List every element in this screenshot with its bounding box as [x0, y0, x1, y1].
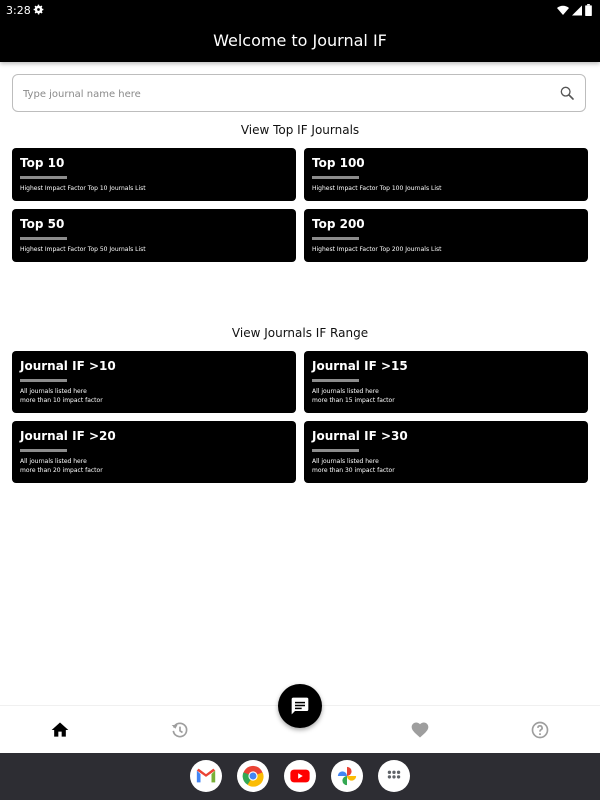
card-top-200[interactable] [304, 209, 588, 262]
card-description-line1: All journals listed here [20, 388, 87, 395]
card-description-line2: more than 10 impact factor [20, 397, 103, 404]
signal-icon [572, 5, 582, 16]
card-journal-if-20[interactable] [12, 421, 296, 483]
card-divider [20, 379, 67, 382]
card-top-100[interactable] [304, 148, 588, 201]
card-divider [20, 176, 67, 179]
battery-icon [585, 4, 592, 16]
card-divider [20, 449, 67, 452]
settings-gear-icon [32, 3, 45, 19]
card-title: Journal IF >30 [312, 429, 408, 443]
app-drawer-icon[interactable] [378, 760, 410, 792]
status-bar [0, 0, 600, 22]
card-title: Top 10 [20, 156, 65, 170]
card-description [312, 457, 580, 475]
card-title: Top 200 [312, 217, 365, 231]
card-title: Journal IF >15 [312, 359, 408, 373]
search-icon[interactable] [559, 85, 575, 105]
card-journal-if-30[interactable] [304, 421, 588, 483]
card-description-line1: All journals listed here [312, 388, 379, 395]
card-description-line2: more than 15 impact factor [312, 397, 395, 404]
card-description-line2: more than 30 impact factor [312, 467, 395, 474]
card-description [20, 387, 288, 405]
history-icon[interactable] [170, 720, 190, 740]
card-journal-if-15[interactable] [304, 351, 588, 413]
card-divider [312, 449, 359, 452]
card-divider [312, 379, 359, 382]
app-bar [0, 22, 600, 62]
card-description: Highest Impact Factor Top 200 Journals List [312, 246, 442, 253]
section-title-top-if: View Top IF Journals [240, 123, 360, 137]
card-title: Journal IF >10 [20, 359, 116, 373]
search-input[interactable] [21, 83, 545, 105]
card-top-50[interactable] [12, 209, 296, 262]
home-icon[interactable] [50, 720, 70, 740]
card-divider [20, 237, 67, 240]
youtube-icon[interactable] [284, 760, 316, 792]
card-description-line1: All journals listed here [20, 458, 87, 465]
card-description-line2: more than 20 impact factor [20, 467, 103, 474]
photos-icon[interactable] [331, 760, 363, 792]
status-indicators [557, 4, 592, 16]
chat-fab-button[interactable] [278, 684, 322, 728]
card-description: Highest Impact Factor Top 50 Journals List [20, 246, 146, 253]
status-time: 3:28 [6, 4, 31, 17]
app-title: Welcome to Journal IF [213, 31, 387, 50]
card-top-10[interactable] [12, 148, 296, 201]
card-title: Journal IF >20 [20, 429, 116, 443]
chat-icon [290, 696, 310, 716]
card-title: Top 50 [20, 217, 65, 231]
card-journal-if-10[interactable] [12, 351, 296, 413]
heart-icon[interactable] [410, 720, 430, 740]
card-description [20, 457, 288, 475]
search-bar[interactable] [12, 74, 586, 112]
card-description: Highest Impact Factor Top 100 Journals List [312, 185, 442, 192]
help-icon[interactable] [530, 720, 550, 740]
gmail-icon[interactable] [190, 760, 222, 792]
card-divider [312, 237, 359, 240]
wifi-icon [557, 5, 569, 16]
card-divider [312, 176, 359, 179]
system-dock [0, 753, 600, 800]
card-description [312, 387, 580, 405]
chrome-icon[interactable] [237, 760, 269, 792]
card-description: Highest Impact Factor Top 10 Journals List [20, 185, 146, 192]
section-title-if-range: View Journals IF Range [231, 326, 369, 340]
card-title: Top 100 [312, 156, 365, 170]
card-description-line1: All journals listed here [312, 458, 379, 465]
